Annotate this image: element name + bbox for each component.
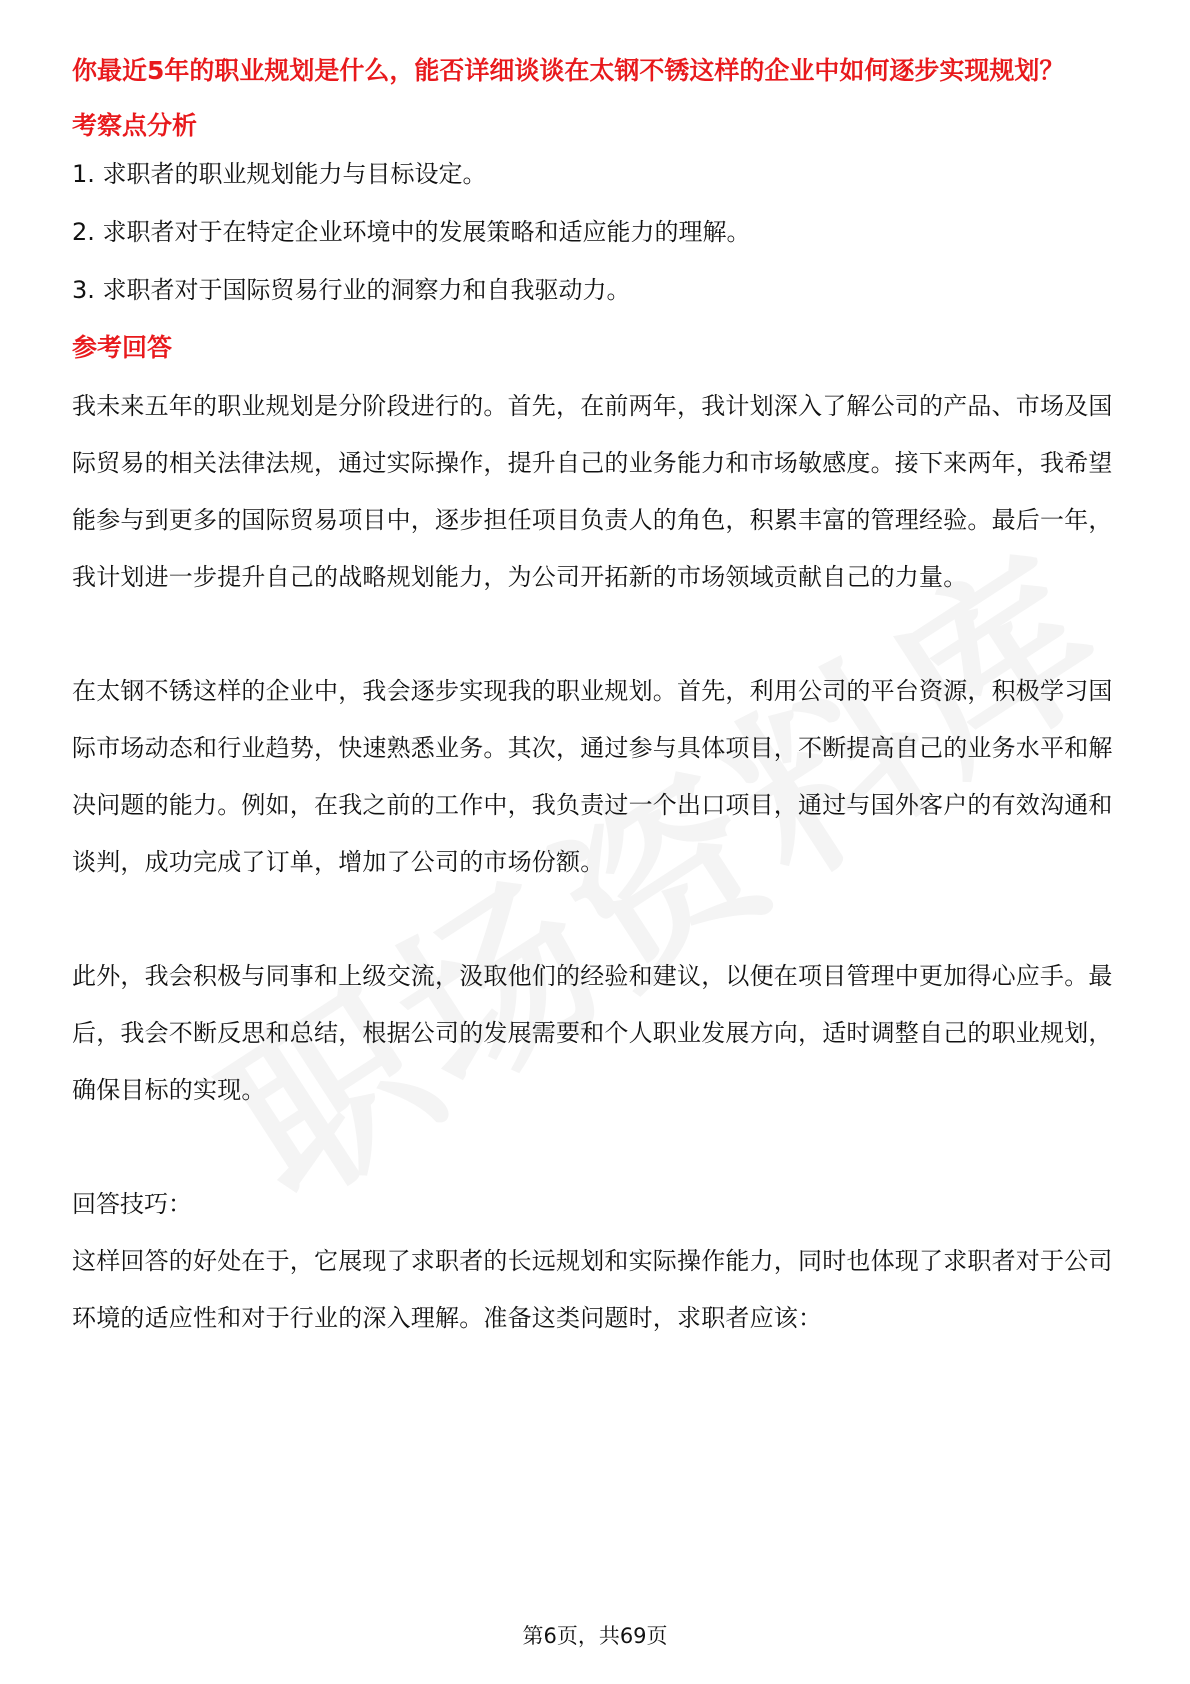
paragraph-spacer — [72, 606, 1118, 663]
analysis-list — [72, 156, 1118, 308]
question-title: 你最近5年的职业规划是什么，能否详细谈谈在太钢不锈这样的企业中如何逐步实现规划？ — [72, 56, 1065, 85]
tips-paragraph: 这样回答的好处在于，它展现了求职者的长远规划和实际操作能力，同时也体现了求职者对于公司环境的适应性和对于行业的深入理解。准备这类问题时，求职者应该： — [72, 1247, 1113, 1332]
analysis-item: 3. 求职者对于国际贸易行业的洞察力和自我驱动力。 — [72, 276, 631, 304]
tips-label: 回答技巧： — [72, 1190, 192, 1218]
analysis-heading: 考察点分析 — [72, 111, 198, 140]
page-number: 第6页，共69页 — [522, 1624, 668, 1648]
answer-paragraph: 此外，我会积极与同事和上级交流，汲取他们的经验和建议，以便在项目管理中更加得心应手。最后，我会不断反思和总结，根据公司的发展需要和个人职业发展方向，适时调整自己的职业规划，确保目标的实现。 — [72, 962, 1113, 1104]
paragraph-spacer — [72, 1119, 1118, 1176]
answer-paragraph: 我未来五年的职业规划是分阶段进行的。首先，在前两年，我计划深入了解公司的产品、市场及国际贸易的相关法律法规，通过实际操作，提升自己的业务能力和市场敏感度。接下来两年，我希望能参与到更多的国际贸易项目中，逐步担任项目负责人的角色，积累丰富的管理经验。最后一年，我计划进一步提升自己的战略规划能力，为公司开拓新的市场领域贡献自己的力量。 — [72, 392, 1113, 591]
answer-paragraph: 在太钢不锈这样的企业中，我会逐步实现我的职业规划。首先，利用公司的平台资源，积极学习国际市场动态和行业趋势，快速熟悉业务。其次，通过参与具体项目，不断提高自己的业务水平和解决问题的能力。例如，在我之前的工作中，我负责过一个出口项目，通过与国外客户的有效沟通和谈判，成功完成了订单，增加了公司的市场份额。 — [72, 677, 1113, 876]
paragraph-spacer — [72, 891, 1118, 948]
analysis-item: 1. 求职者的职业规划能力与目标设定。 — [72, 160, 487, 188]
analysis-item: 2. 求职者对于在特定企业环境中的发展策略和适应能力的理解。 — [72, 218, 751, 246]
answer-heading: 参考回答 — [72, 333, 173, 362]
page-content — [72, 52, 1118, 1347]
